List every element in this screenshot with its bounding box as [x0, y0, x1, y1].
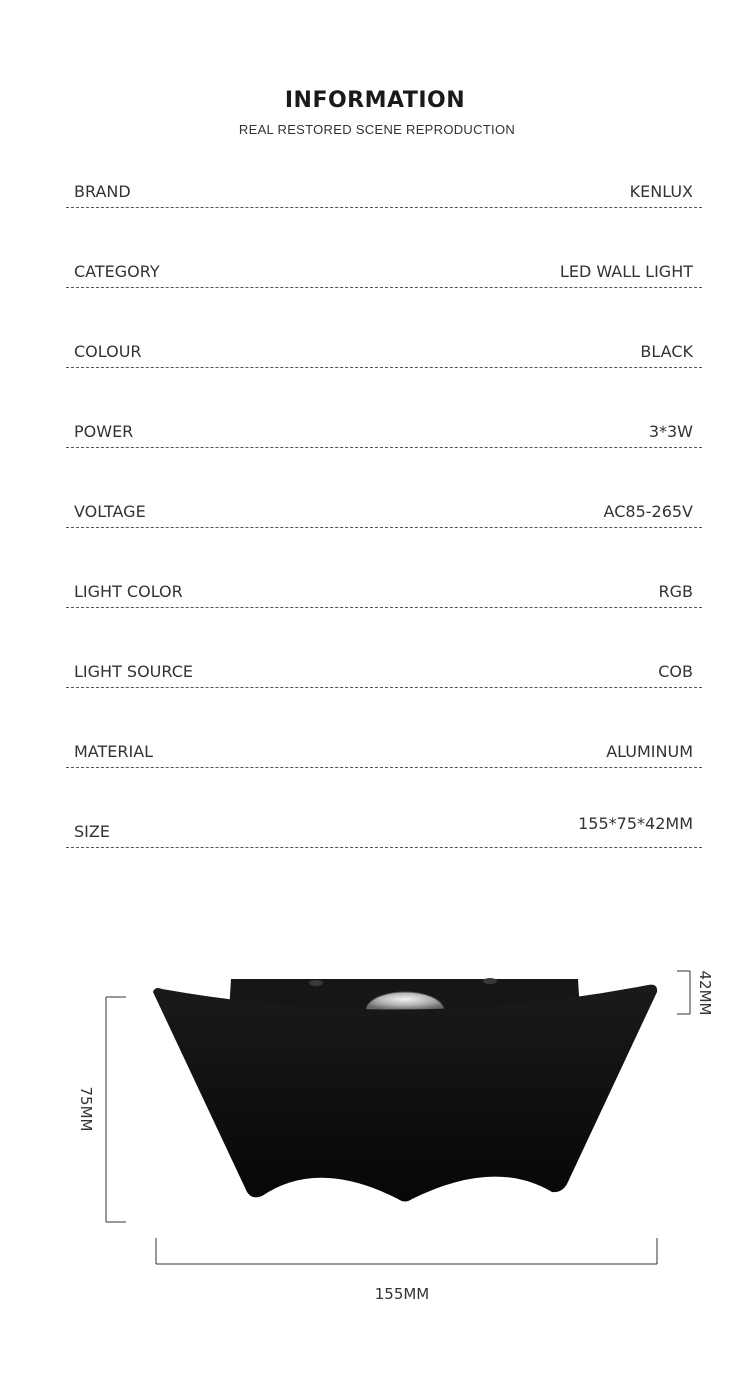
spec-label: POWER — [74, 422, 134, 441]
spec-row-voltage — [66, 497, 702, 528]
spec-value: 155*75*42MM — [578, 814, 693, 833]
spec-label: MATERIAL — [74, 742, 154, 761]
spec-value: BLACK — [640, 342, 693, 361]
product-dimension-figure — [0, 940, 750, 1320]
spec-value: LED WALL LIGHT — [559, 262, 693, 281]
spec-value: KENLUX — [629, 182, 693, 201]
spec-value: AC85-265V — [603, 502, 693, 521]
depth-label: 42MM — [696, 970, 714, 1016]
spec-row-light-color — [66, 577, 702, 608]
spec-label: CATEGORY — [74, 262, 160, 281]
spec-row-light-source — [66, 657, 702, 688]
spec-row-category — [66, 257, 702, 288]
spec-row-brand — [66, 177, 702, 208]
spec-label: SIZE — [74, 822, 110, 841]
width-dimension — [156, 1238, 657, 1264]
page-title: INFORMATION — [284, 88, 466, 113]
height-dimension — [106, 997, 126, 1222]
screw-hole-right — [483, 978, 497, 984]
spec-value: COB — [658, 662, 693, 681]
spec-row-colour — [66, 337, 702, 368]
product-drawing — [0, 940, 750, 1320]
screw-hole-left — [309, 980, 323, 986]
spec-label: BRAND — [74, 182, 131, 201]
spec-value: 3*3W — [648, 422, 693, 441]
page-subtitle: REAL RESTORED SCENE REPRODUCTION — [238, 122, 516, 137]
height-label: 75MM — [77, 1086, 95, 1132]
spec-value: RGB — [658, 582, 693, 601]
spec-row-material — [66, 737, 702, 768]
spec-value: ALUMINUM — [606, 742, 693, 761]
spec-row-power — [66, 417, 702, 448]
spec-label: COLOUR — [74, 342, 142, 361]
spec-label: VOLTAGE — [74, 502, 146, 521]
spec-label: LIGHT COLOR — [74, 582, 183, 601]
lamp-body — [153, 985, 657, 1202]
spec-label: LIGHT SOURCE — [74, 662, 193, 681]
width-label: 155MM — [374, 1285, 430, 1303]
depth-dimension — [677, 971, 690, 1014]
spec-row-size — [66, 814, 702, 848]
